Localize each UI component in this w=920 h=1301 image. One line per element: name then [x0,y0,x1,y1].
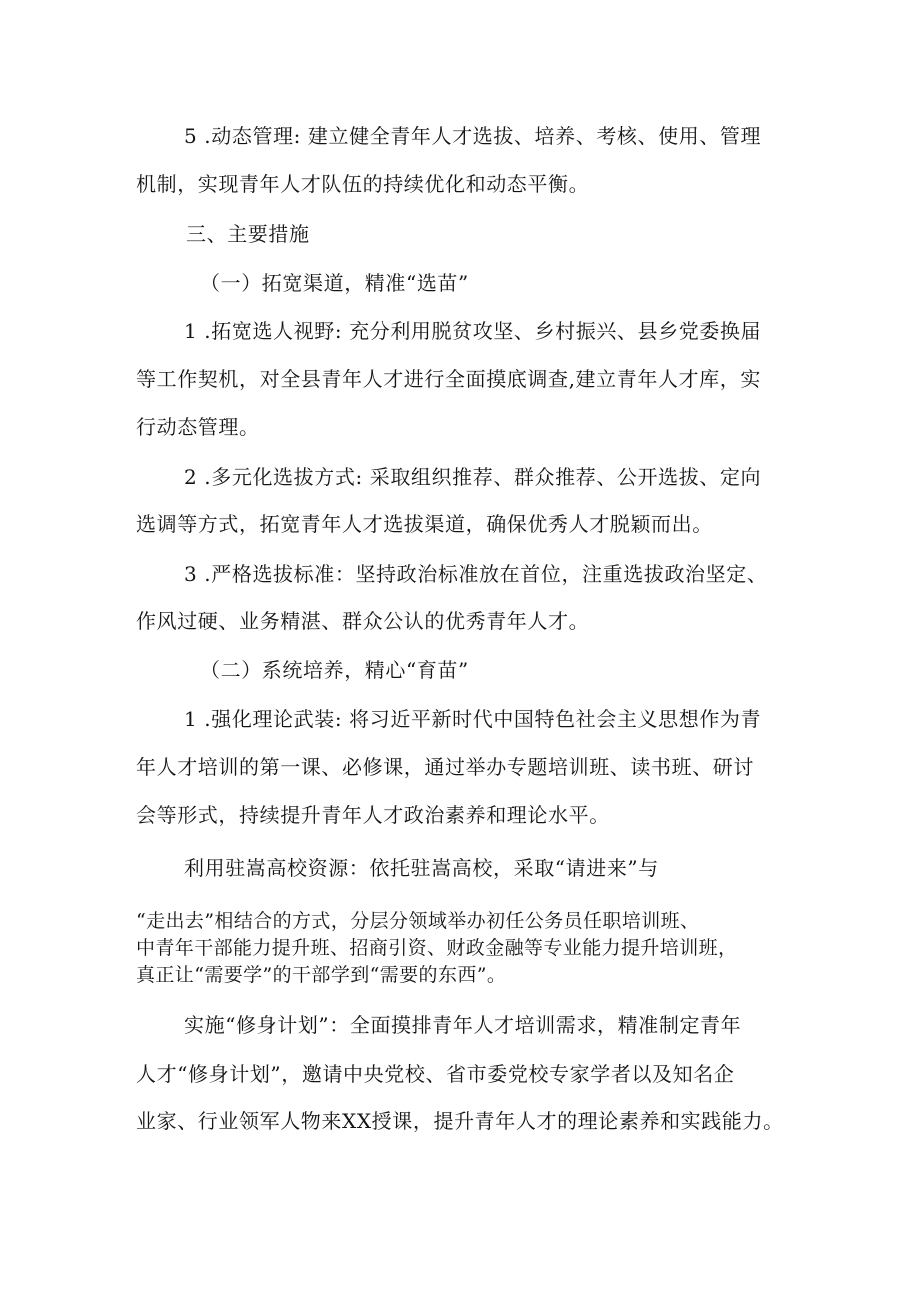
paragraph-line: 会等形式，持续提升青年人才政治素养和理论水平。 [136,803,610,827]
paragraph-line: 3 .严格选拔标准：坚持政治标准放在首位，注重选拔政治坚定、 [184,562,768,586]
paragraph-line: 机制，实现青年人才队伍的持续优化和动态平衡。 [136,172,590,196]
paragraph-line: 行动态管理。 [136,415,260,439]
paragraph-line: 作风过硬、业务精湛、群众公认的优秀青年人才。 [136,609,590,633]
paragraph-line: 中青年干部能力提升班、招商引资、财政金融等专业能力提升培训班， [136,937,738,959]
paragraph-line: 业家、行业领军人物来XX授课，提升青年人才的理论素养和实践能力。 [136,1109,784,1133]
paragraph-line: 利用驻嵩高校资源：依托驻嵩高校，采取“请进来”与 [184,856,659,880]
subsection-heading: （一）拓宽渠道，精准“选苗” [200,271,469,295]
paragraph-line: 5 .动态管理: 建立健全青年人才选拔、培养、考核、使用、管理 [184,124,762,148]
subsection-heading: （二）系统培养，精心“育苗” [200,658,469,682]
paragraph-line: “走出去”相结合的方式，分层分领域举办初任公务员任职培训班、 [136,910,700,932]
paragraph-line: 真正让“需要学”的干部学到“需要的东西”。 [136,964,507,986]
section-heading: 三、主要措施 [186,222,310,246]
paragraph-line: 年人才培训的第一课、必修课，通过举办专题培训班、读书班、研讨 [136,755,754,779]
paragraph-line: 实施“修身计划”：全面摸排青年人才培训需求，精准制定青年 [184,1013,742,1037]
paragraph-line: 人才“修身计划”，邀请中央党校、省市委党校专家学者以及知名企 [136,1062,735,1086]
paragraph-line: 2 .多元化选拔方式: 采取组织推荐、群众推荐、公开选拔、定向 [184,465,762,489]
paragraph-line: 1 .强化理论武装: 将习近平新时代中国特色社会主义思想作为青 [184,707,762,731]
paragraph-line: 等工作契机，对全县青年人才进行全面摸底调查,建立青年人才库，实 [136,367,761,391]
paragraph-line: 选调等方式，拓宽青年人才选拔渠道，确保优秀人才脱颖而出。 [136,512,713,536]
paragraph-line: 1 .拓宽选人视野: 充分利用脱贫攻坚、乡村振兴、县乡党委换届 [184,319,762,343]
